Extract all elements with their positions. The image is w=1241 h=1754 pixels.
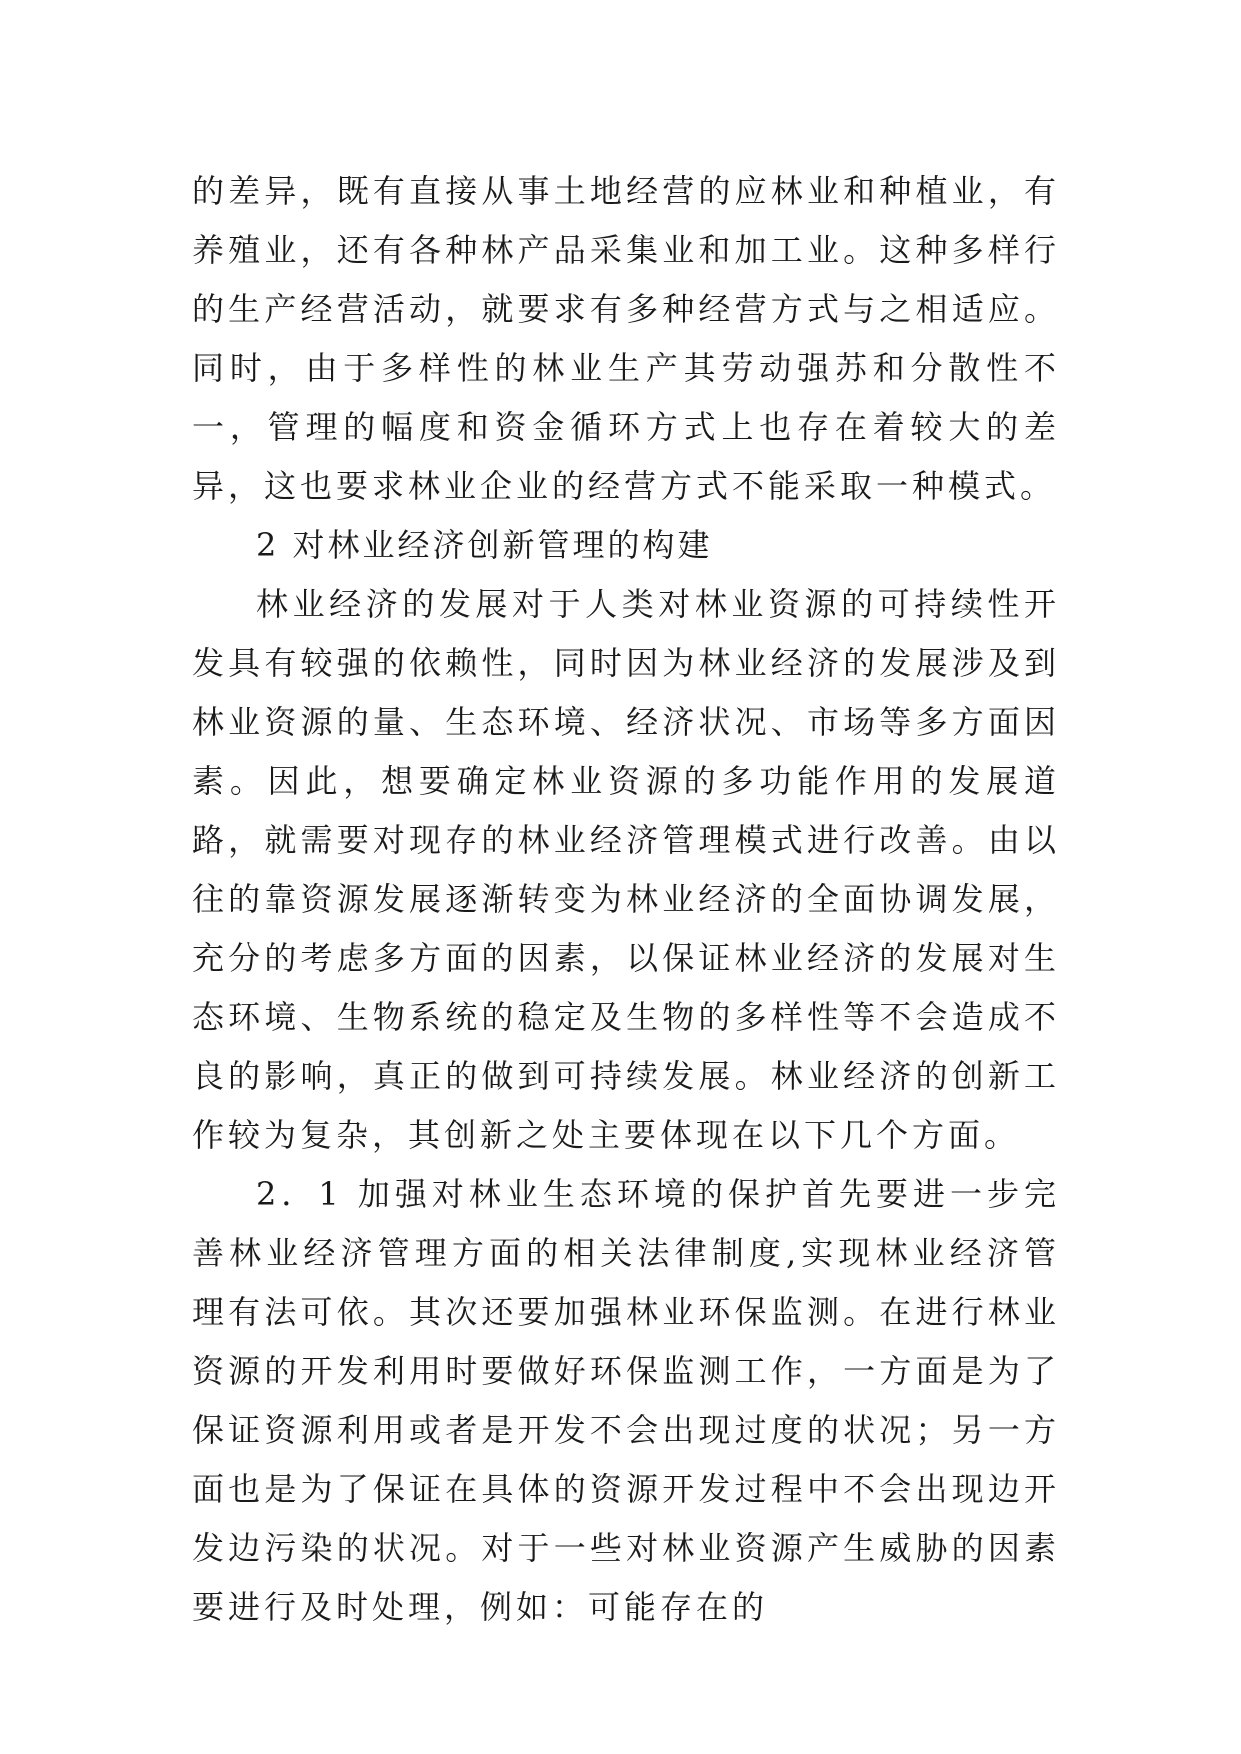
subsection-paragraph: 2．1 加强对林业生态环境的保护首先要进一步完善林业经济管理方面的相关法律制度,实现林业经济管理有法可依。其次还要加强林业环保监测。在进行林业资源的开发利用时要做好环保监测工作，一方面是为了保证资源利用或者是开发不会出现过度的状况；另一方面也是为了保证在具体的资源开发过程中不会出现边开发边污染的状况。对于一些对林业资源产生威胁的因素要进行及时处理，例如：可能存在的 [192,1175,1060,1626]
document-body [192,162,1060,1637]
section-paragraph: 林业经济的发展对于人类对林业资源的可持续性开发具有较强的依赖性，同时因为林业经济的发展涉及到林业资源的量、生态环境、经济状况、市场等多方面因素。因此，想要确定林业资源的多功能作用的发展道路，就需要对现存的林业经济管理模式进行改善。由以往的靠资源发展逐渐转变为林业经济的全面协调发展，充分的考虑多方面的因素，以保证林业经济的发展对生态环境、生物系统的稳定及生物的多样性等不会造成不良的影响，真正的做到可持续发展。林业经济的创新工作较为复杂，其创新之处主要体现在以下几个方面。 [192,585,1060,1154]
continuation-paragraph: 的差异，既有直接从事土地经营的应林业和种植业，有养殖业，还有各种林产品采集业和加工业。这种多样行的生产经营活动，就要求有多种经营方式与之相适应。同时，由于多样性的林业生产其劳动强苏和分散性不一，管理的幅度和资金循环方式上也存在着较大的差异，这也要求林业企业的经营方式不能采取一种模式。 [192,172,1060,505]
section-heading: 2 对林业经济创新管理的构建 [256,526,713,564]
